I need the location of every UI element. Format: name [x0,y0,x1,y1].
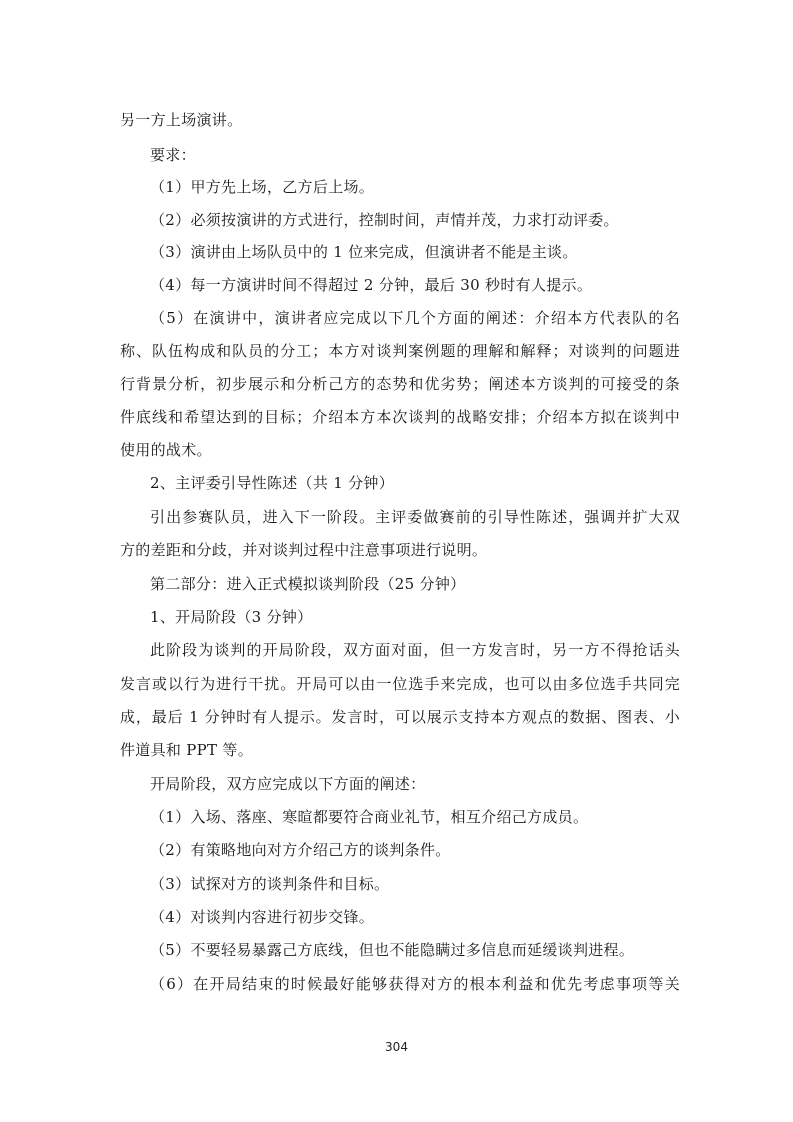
text-line: 发言或以行为进行干扰。开局可以由一位选手来完成，也可以由多位选手共同完 [120,675,680,693]
list-item: （3）试探对方的谈判条件和目标。 [150,875,390,893]
section-heading: 2、主评委引导性陈述（共 1 分钟） [150,474,395,492]
text-line: 要求： [150,146,196,164]
list-item: （1）入场、落座、寒暄都要符合商业礼节，相互介绍己方成员。 [150,808,589,826]
list-item: （2）必须按演讲的方式进行，控制时间，声情并茂，力求打动评委。 [150,211,619,229]
text-line: 使用的战术。 [120,441,212,459]
text-line: 行背景分析，初步展示和分析己方的态势和优劣势；阐述本方谈判的可接受的条 [120,375,680,393]
list-item: （2）有策略地向对方介绍己方的谈判条件。 [150,841,451,859]
text-line: 件底线和希望达到的目标；介绍本方本次谈判的战略安排；介绍本方拟在谈判中 [120,408,680,426]
list-item: （6）在开局结束的时候最好能够获得对方的根本利益和优先考虑事项等关 [150,975,680,993]
text-line: 方的差距和分歧，并对谈判过程中注意事项进行说明。 [120,541,488,559]
text-line: 引出参赛队员，进入下一阶段。主评委做赛前的引导性陈述，强调并扩大双 [150,508,680,526]
list-item: （1）甲方先上场，乙方后上场。 [150,178,375,196]
text-line: 称、队伍构成和队员的分工；本方对谈判案例题的理解和解释；对谈判的问题进 [120,342,680,360]
list-item: （4）对谈判内容进行初步交锋。 [150,908,375,926]
text-line: 件道具和 PPT 等。 [120,741,254,759]
text-line: 开局阶段，双方应完成以下方面的阐述： [150,775,426,793]
text-line: 成，最后 1 分钟时有人提示。发言时，可以展示支持本方观点的数据、图表、小 [120,708,680,726]
text-line: 另一方上场演讲。 [120,111,243,129]
section-heading: 1、开局阶段（3 分钟） [150,608,313,626]
section-heading: 第二部分：进入正式模拟谈判阶段（25 分钟） [150,575,466,593]
text-line: 此阶段为谈判的开局阶段，双方面对面，但一方发言时，另一方不得抢话头 [150,641,680,659]
list-item: （4）每一方演讲时间不得超过 2 分钟，最后 30 秒时有人提示。 [150,276,593,294]
list-item: （3）演讲由上场队员中的 1 位来完成，但演讲者不能是主谈。 [150,243,578,261]
list-item: （5）在演讲中，演讲者应完成以下几个方面的阐述：介绍本方代表队的名 [150,309,680,327]
list-item: （5）不要轻易暴露己方底线，但也不能隐瞒过多信息而延缓谈判进程。 [150,941,635,959]
page-number: 304 [385,1040,408,1054]
